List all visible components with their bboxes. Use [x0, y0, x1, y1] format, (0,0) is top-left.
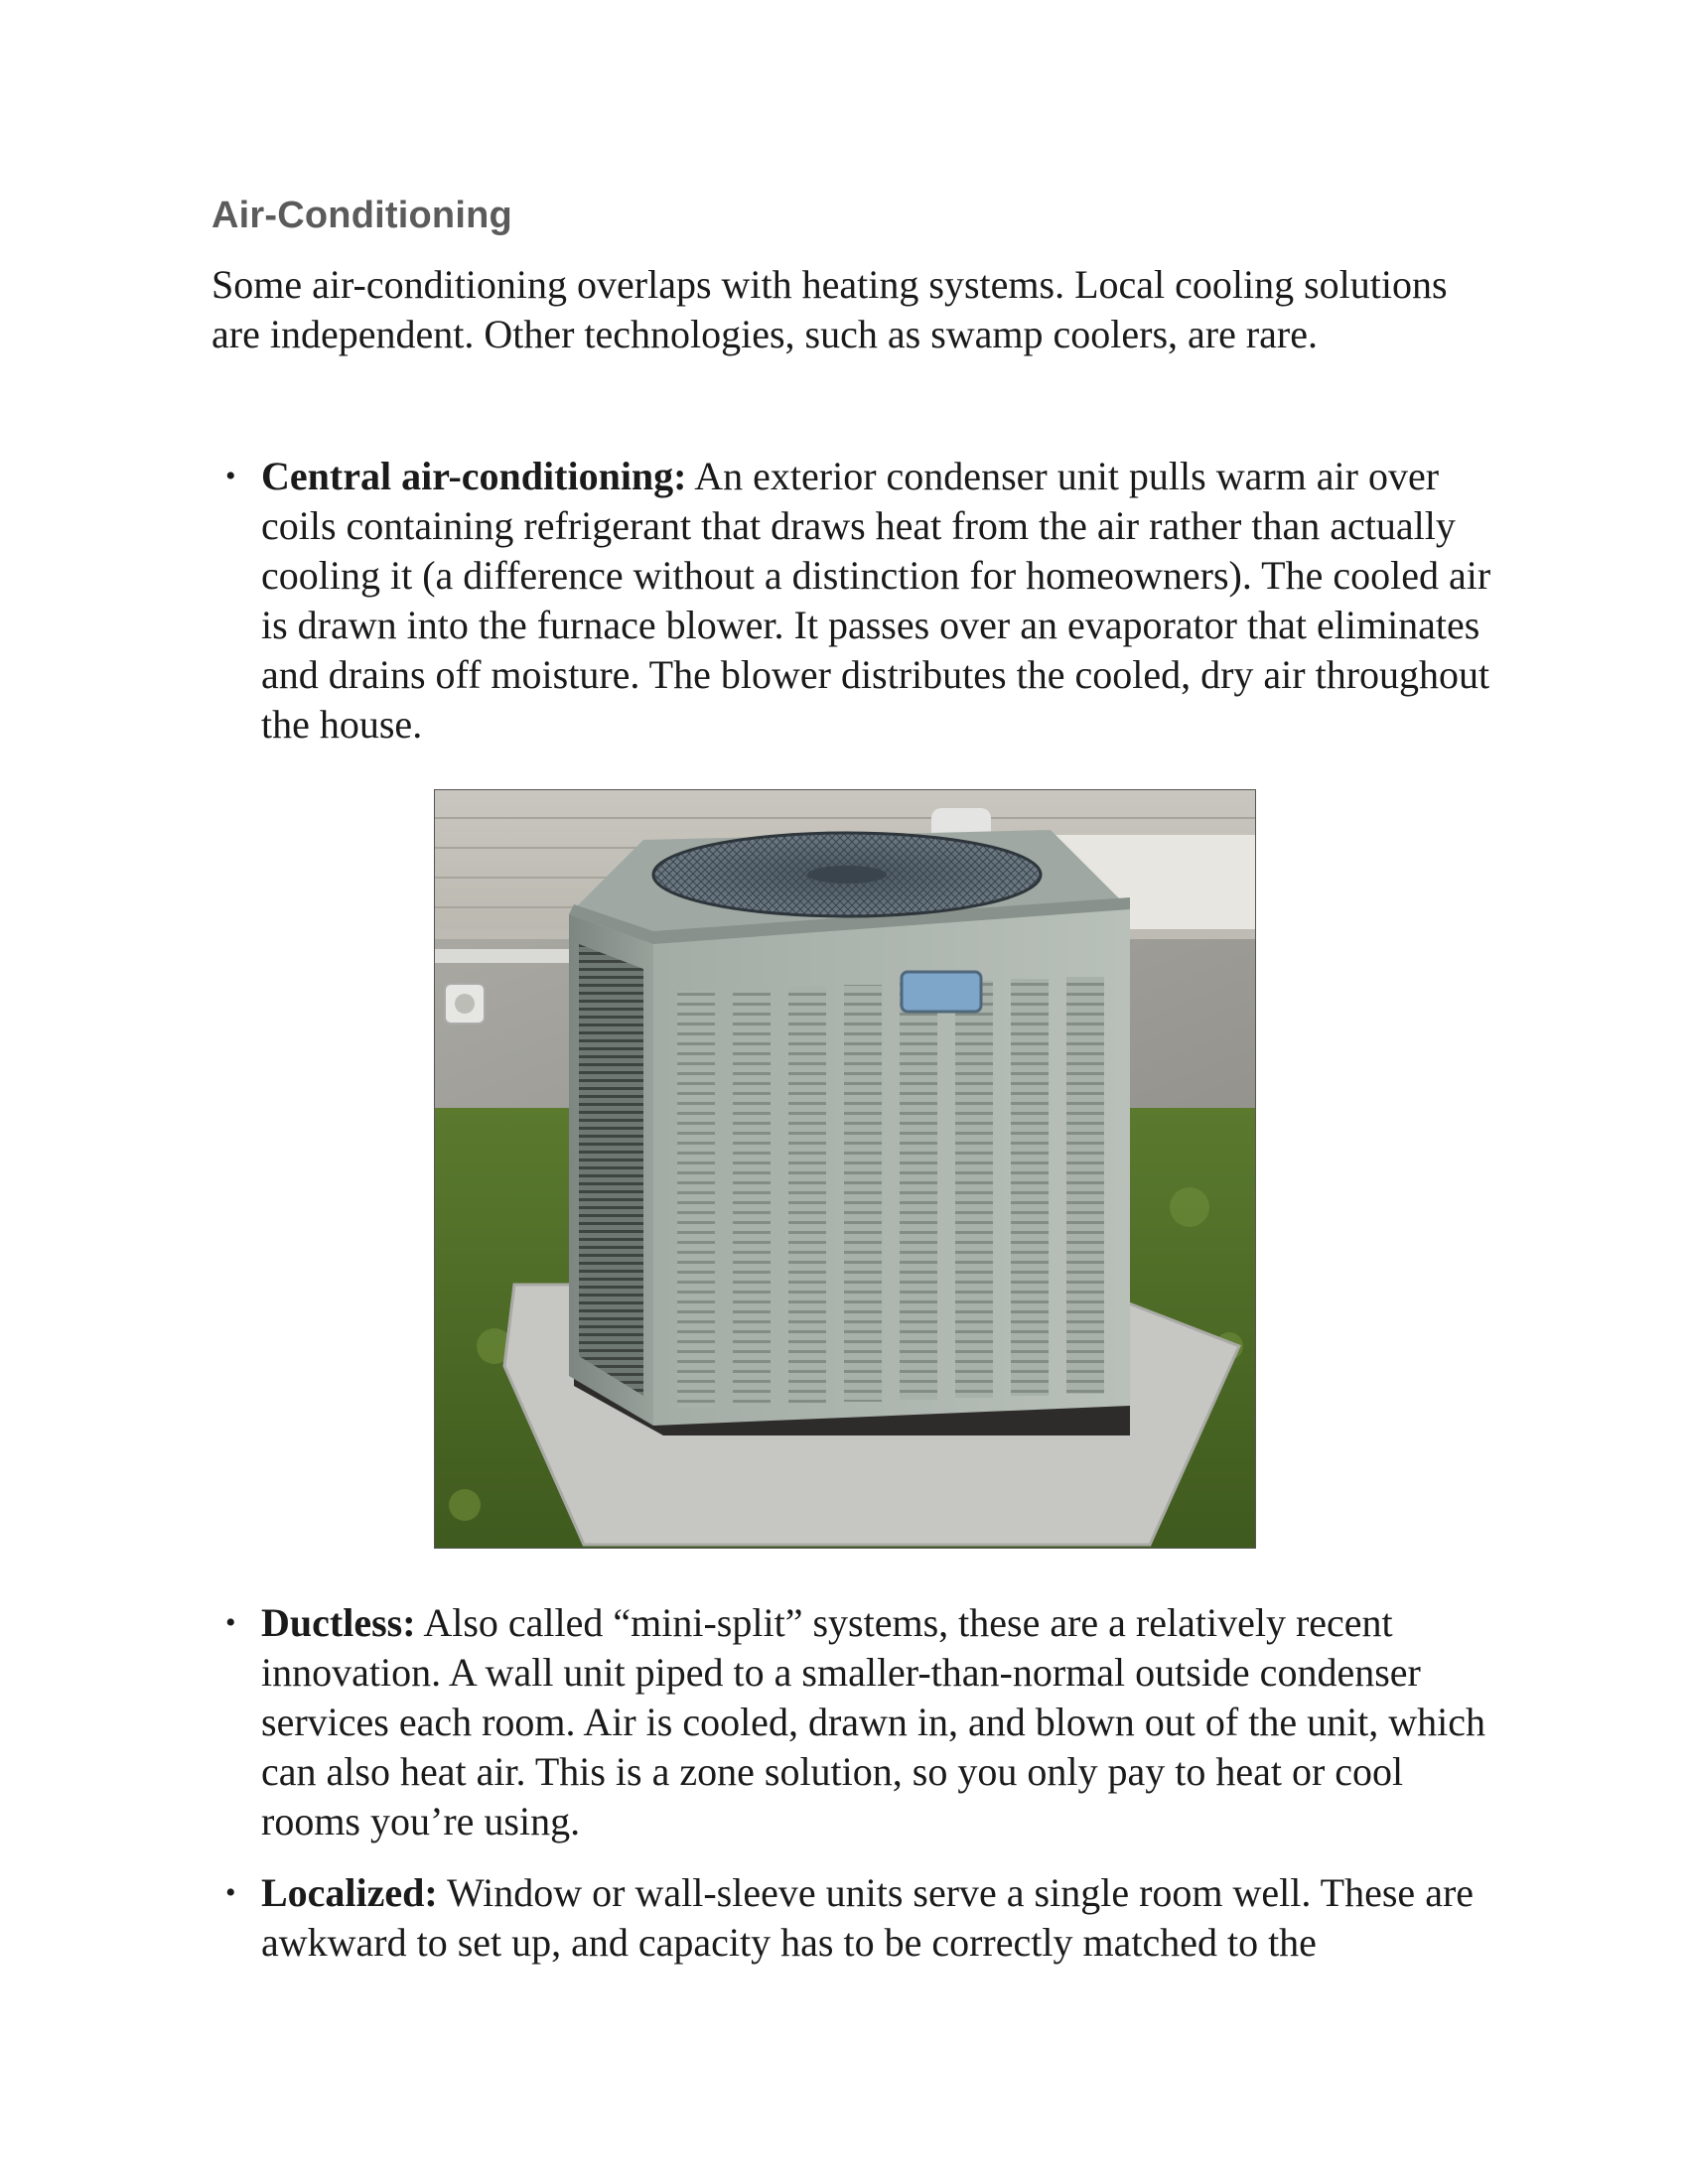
- bullet-list-2: [211, 1598, 1502, 1846]
- bullet-text: An exterior condenser unit pulls warm air over coils containing refrigerant that draws heat from the air rather than actually cooling it (a difference without a distinction for homeowners). The cooled air is drawn into the furnace blower. It passes over an evaporator that eliminates and drains off moisture. The blower distributes the cooled, dry air throughout the house.: [261, 454, 1491, 747]
- bullet-text: Window or wall-sleeve units serve a single room well. These are awkward to set up, and capacity has to be correctly matched to the: [261, 1870, 1475, 1965]
- intro-paragraph: Some air-conditioning overlaps with heating systems. Local cooling solutions are independent. Other technologies, such as swamp coolers, are rare.: [211, 262, 1448, 356]
- bullet-central-ac: [211, 452, 1502, 750]
- ac-condenser-photo: [434, 789, 1256, 1549]
- bullet-list-3: [211, 1868, 1502, 1968]
- bullet-term: Localized:: [261, 1870, 438, 1915]
- bullet-list-1: [211, 452, 1502, 750]
- bullet-term: Central air-conditioning:: [261, 454, 687, 498]
- bullet-icon: •: [225, 1876, 236, 1909]
- bullet-term: Ductless:: [261, 1600, 416, 1645]
- bullet-text: Also called “mini-split” systems, these are a relatively recent innovation. A wall unit piped to a smaller-than-normal outside condenser services each room. Air is cooled, drawn in, and blown out of the unit, which can also heat air. This is a zone solution, so you only pay to heat or cool rooms you’re using.: [261, 1600, 1486, 1843]
- bullet-icon: •: [225, 460, 236, 492]
- bullet-icon: •: [225, 1606, 236, 1639]
- bullet-ductless: [211, 1598, 1502, 1846]
- bullet-localized: [211, 1868, 1502, 1968]
- section-heading: Air-Conditioning: [211, 195, 512, 236]
